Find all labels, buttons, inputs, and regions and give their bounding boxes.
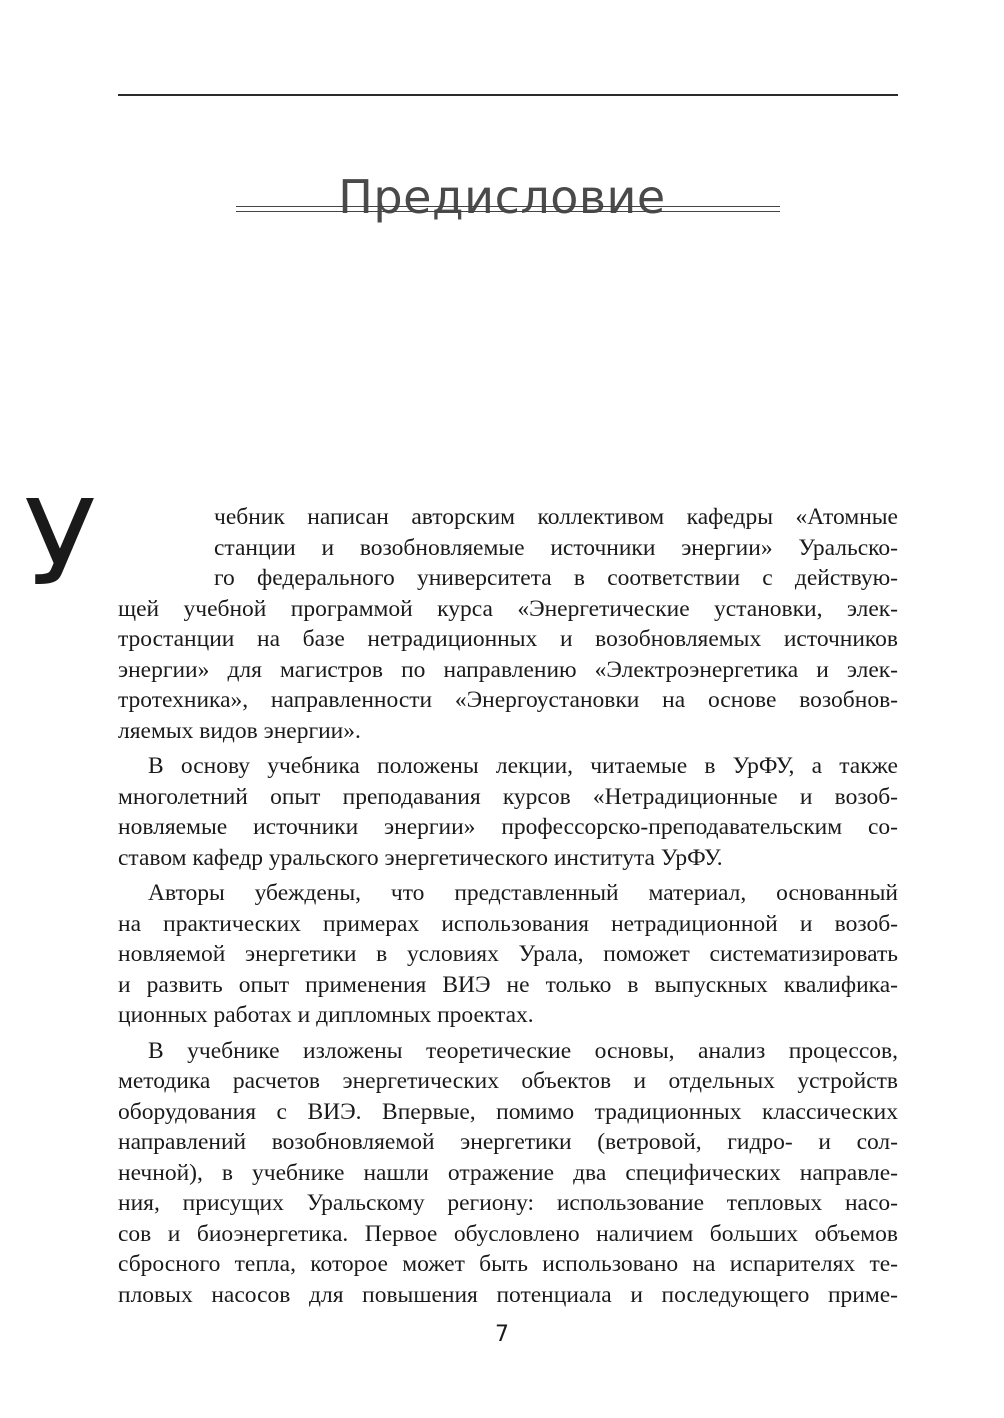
text-line: В основу учебника положены лекции, читаемые в УрФУ, а также (148, 753, 898, 779)
page-number: 7 (495, 1322, 509, 1347)
paragraph-3 (118, 878, 898, 1031)
text-line: направлений возобновляемой энергетики (ветровой, гидро- и сол- (118, 1129, 898, 1155)
text-line: Авторы убеждены, что представленный материал, основанный (148, 880, 898, 906)
text-line: щей учебной программой курса «Энергетические установки, элек- (118, 595, 898, 622)
chapter-title: Предисловие (338, 169, 666, 224)
text-line: го федерального университета в соответствии с действую- (214, 565, 898, 591)
text-line: ляемых видов энергии». (118, 717, 361, 744)
header-rule (118, 94, 898, 96)
text-line: нечной), в учебнике нашли отражение два специфических направле- (118, 1159, 898, 1186)
drop-cap: У (24, 474, 96, 612)
text-line: ния, присущих Уральскому региону: использование тепловых насо- (118, 1190, 898, 1216)
paragraph-2 (118, 751, 898, 873)
text-line: сбросного тепла, которое может быть использовано на испарителях те- (118, 1251, 898, 1277)
text-line: тростанции на базе нетрадиционных и возобновляемых источников (118, 626, 898, 652)
title-underline-bottom (236, 211, 780, 212)
text-line: станции и возобновляемые источники энергии» Уральско- (214, 534, 898, 561)
title-underline-top (236, 206, 780, 207)
text-line: многолетний опыт преподавания курсов «Нетрадиционные и возоб- (118, 783, 898, 810)
text-line: новляемой энергетики в условиях Урала, поможет систематизировать (118, 941, 898, 967)
text-line: методика расчетов энергетических объектов и отдельных устройств (118, 1068, 898, 1094)
text-line: на практических примерах использования нетрадиционной и возоб- (118, 910, 898, 937)
text-line: энергии» для магистров по направлению «Электроэнергетика и элек- (118, 656, 898, 683)
text-line: оборудования с ВИЭ. Впервые, помимо традиционных классических (118, 1098, 898, 1125)
body-text (118, 502, 898, 1315)
text-line: В учебнике изложены теоретические основы, анализ процессов, (148, 1037, 898, 1064)
text-line: ционных работах и дипломных проектах. (118, 1002, 534, 1028)
text-line: новляемые источники энергии» профессорско-преподавательским со- (118, 814, 898, 840)
text-line: пловых насосов для повышения потенциала и последующего приме- (118, 1281, 898, 1308)
text-line: сов и биоэнергетика. Первое обусловлено наличием больших объемов (118, 1220, 898, 1247)
text-line: чебник написан авторским коллективом кафедры «Атомные (214, 504, 898, 530)
paragraph-1 (118, 502, 898, 746)
text-line: тротехника», направленности «Энергоустановки на основе возобнов- (118, 687, 898, 713)
text-line: и развить опыт применения ВИЭ не только в выпускных квалифика- (118, 971, 898, 998)
paragraph-4 (118, 1036, 898, 1311)
text-line: ставом кафедр уральского энергетического института УрФУ. (118, 844, 723, 871)
